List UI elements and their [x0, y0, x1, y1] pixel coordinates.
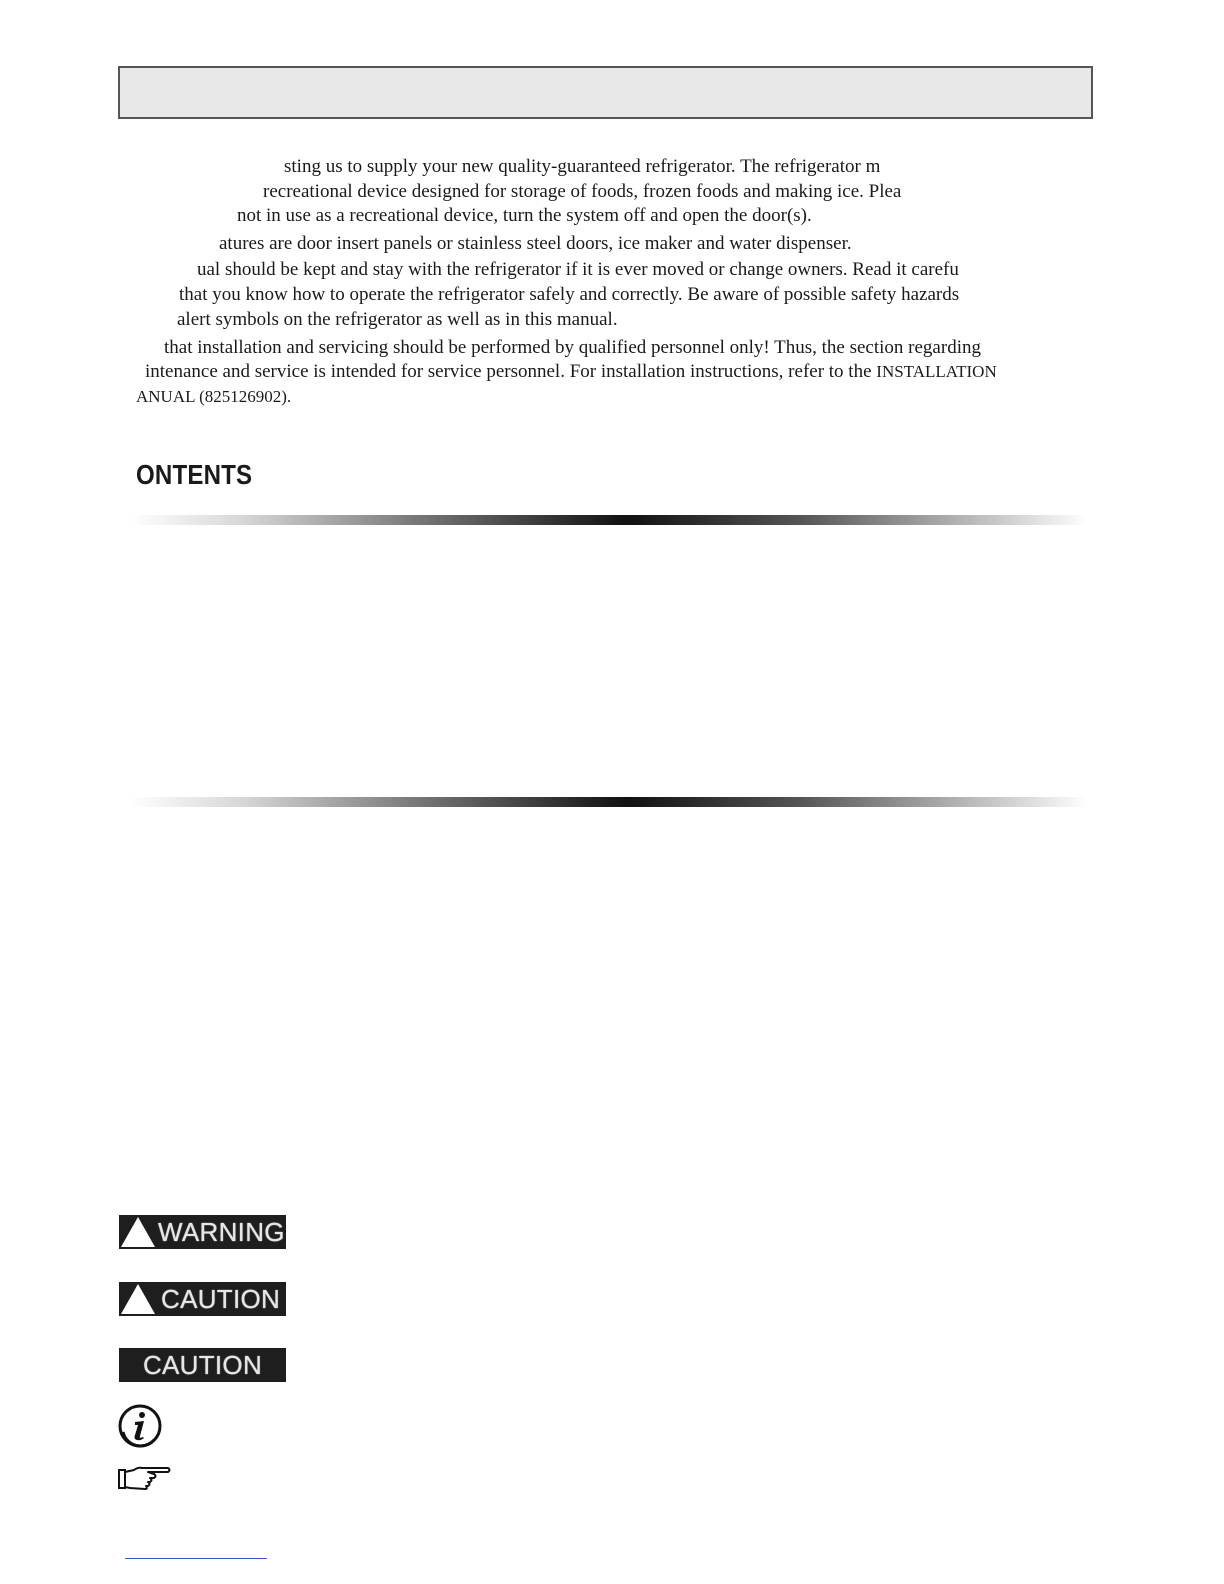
intro-line-6: that you know how to operate the refrigerator safely and correctly. Be aware of possible safety hazards [179, 284, 960, 305]
header-banner [118, 66, 1093, 119]
intro-line-1: sting us to supply your new quality-guaranteed refrigerator. The refrigerator m [284, 156, 881, 177]
intro-line-9 [145, 361, 997, 383]
caution-plain-label: CAUTION [142, 1350, 263, 1380]
intro-line-10: ANUAL (825126902). [136, 387, 292, 406]
intro-line-5: ual should be kept and stay with the refrigerator if it is ever moved or change owners. Read it carefu [197, 259, 959, 280]
intro-line-9-text: intenance and service is intended for service personnel. For installation instructions, refer to the [145, 361, 872, 382]
intro-line-3: not in use as a recreational device, turn the system off and open the door(s). [237, 205, 812, 226]
installation-word: INSTALLATION [876, 362, 997, 381]
caution-label: CAUTION [161, 1284, 281, 1314]
intro-line-4: atures are door insert panels or stainless steel doors, ice maker and water dispenser. [219, 233, 852, 254]
link-underline[interactable] [125, 1558, 267, 1559]
pointing-hand-icon [118, 1464, 172, 1492]
alert-triangle-icon [121, 1284, 155, 1314]
caution-symbol [119, 1282, 286, 1316]
contents-heading: ONTENTS [136, 459, 253, 490]
intro-line-7: alert symbols on the refrigerator as well as in this manual. [177, 309, 618, 330]
intro-line-8: that installation and servicing should be performed by qualified personnel only! Thus, the section regarding [164, 337, 981, 358]
info-icon [118, 1404, 162, 1448]
gradient-rule-top [130, 515, 1088, 525]
warning-symbol [119, 1215, 286, 1249]
gradient-rule-bottom [130, 797, 1088, 807]
caution-plain-symbol [119, 1348, 286, 1382]
warning-label: WARNING [158, 1217, 285, 1247]
intro-line-2: recreational device designed for storage of foods, frozen foods and making ice. Plea [263, 181, 902, 202]
alert-triangle-icon [121, 1217, 155, 1247]
